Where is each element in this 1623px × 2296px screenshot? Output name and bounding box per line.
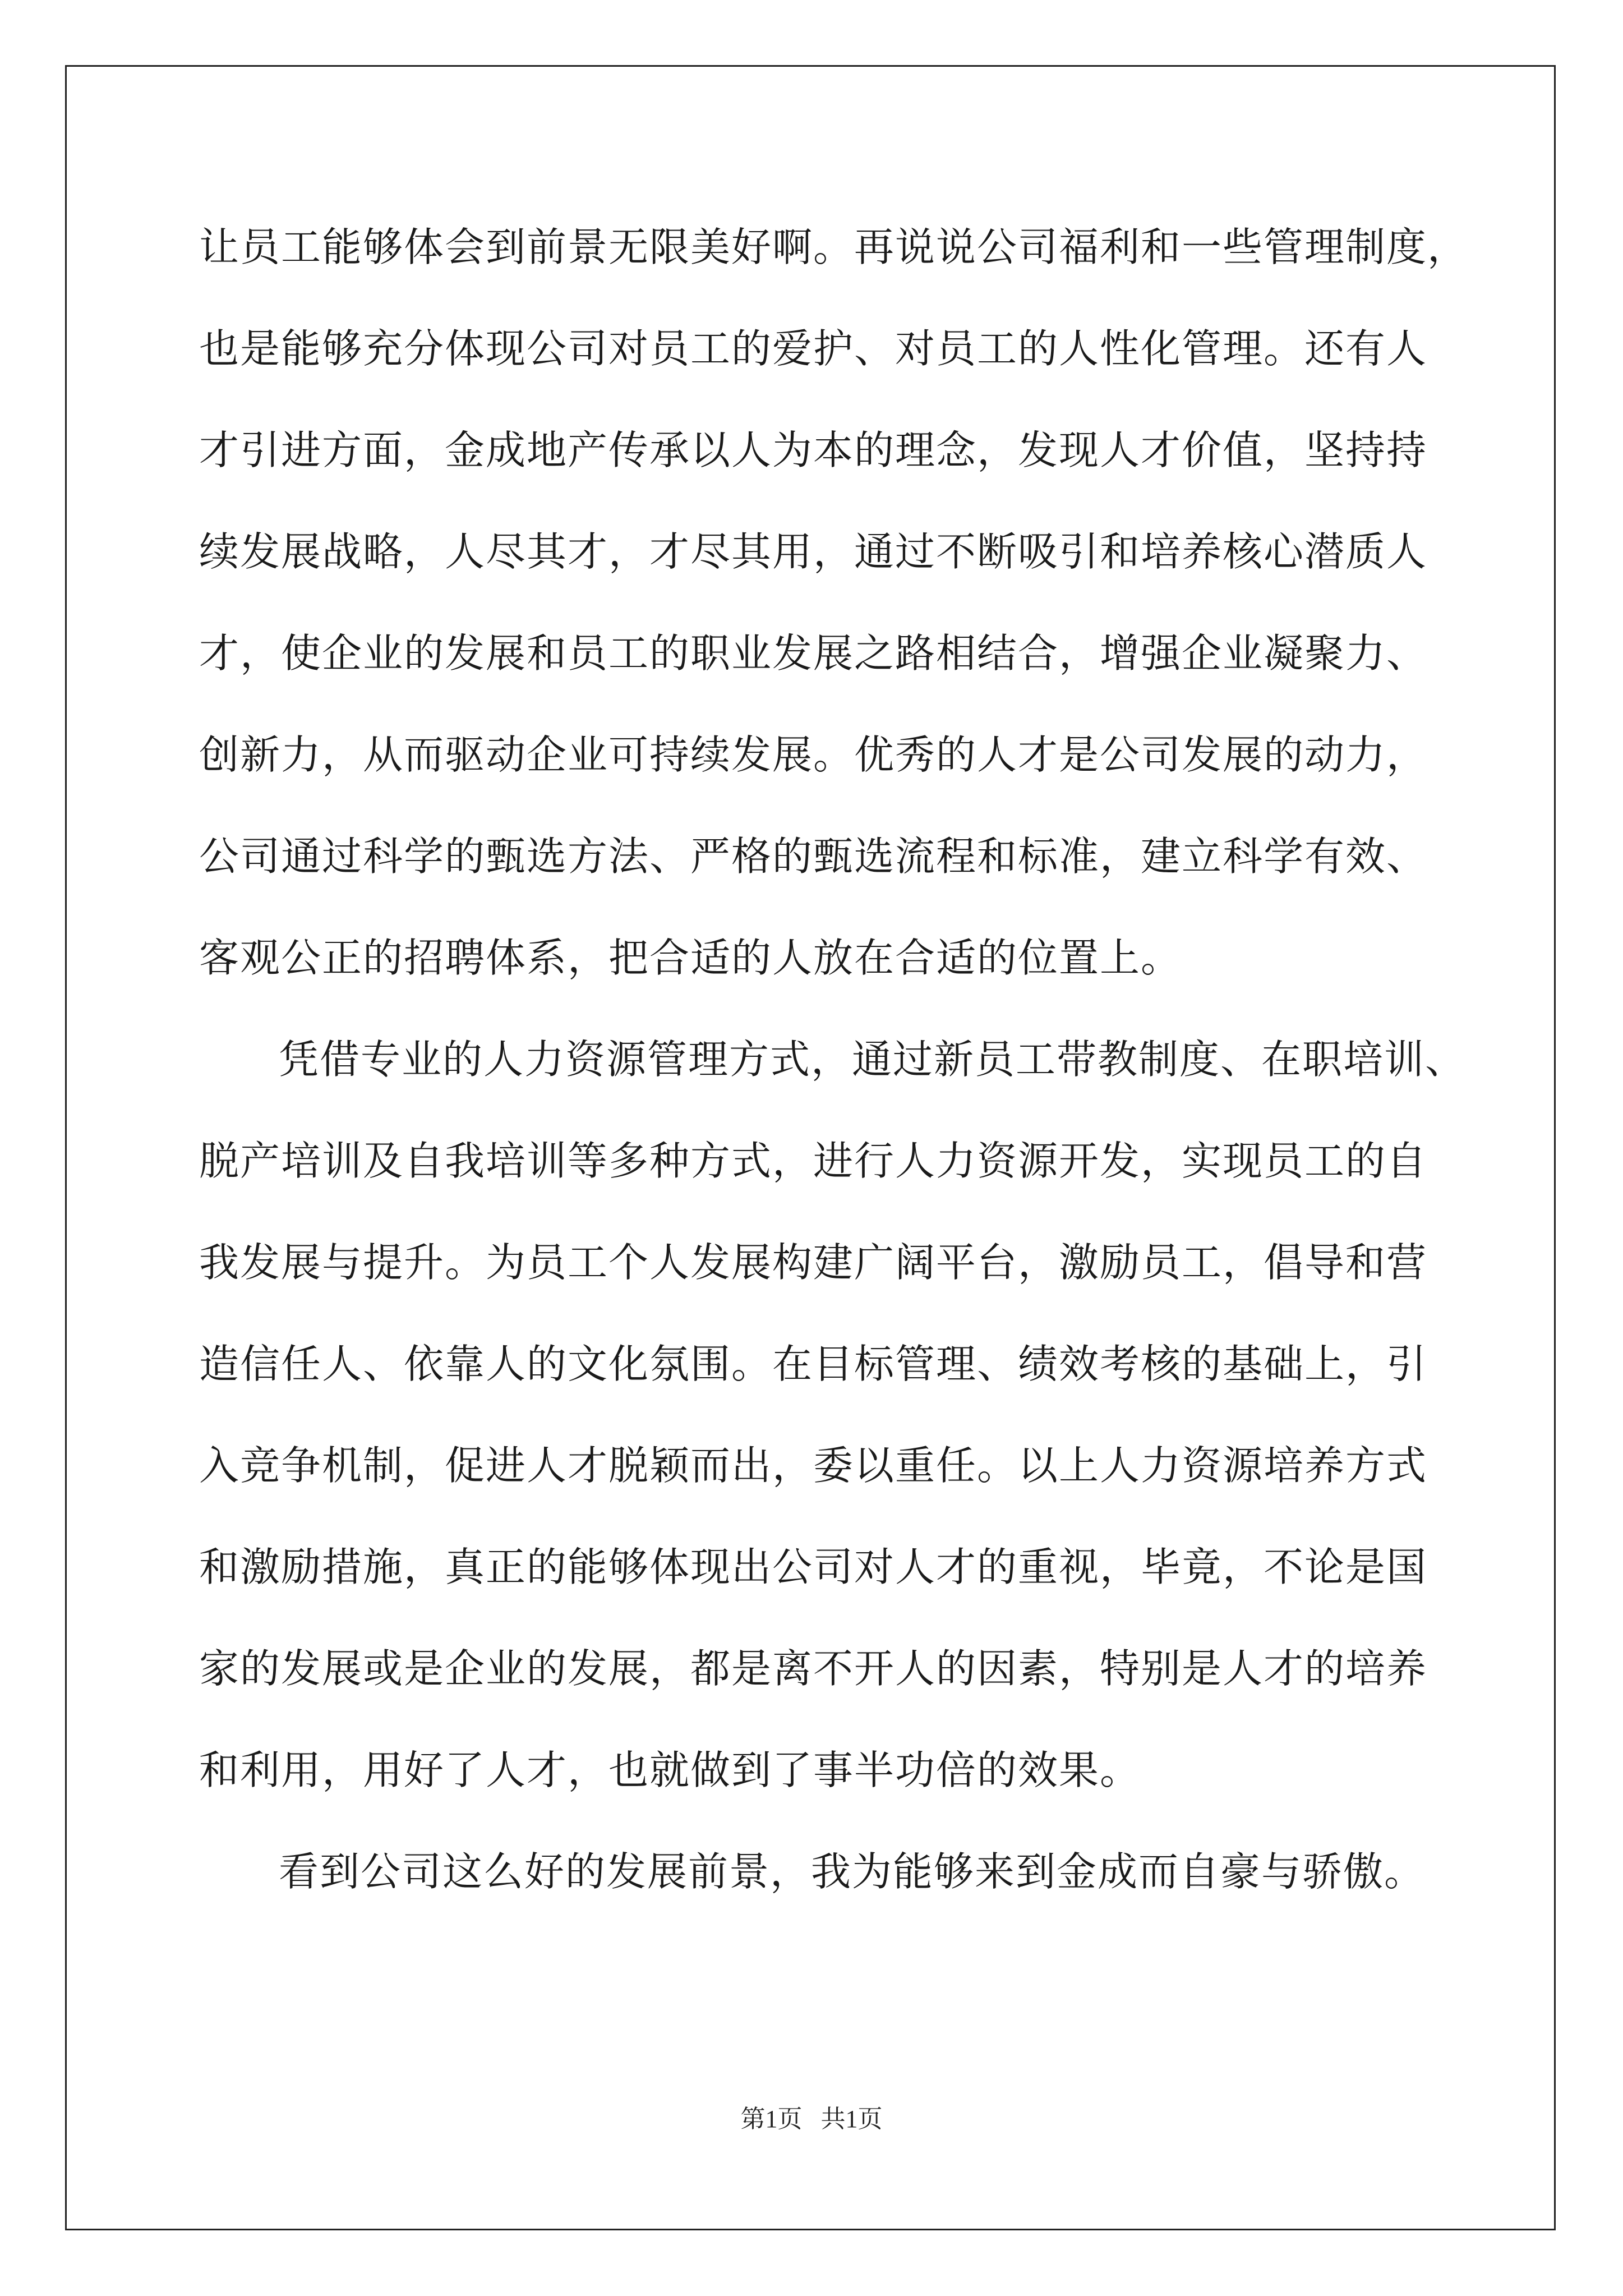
text-line: 公司通过科学的甄选方法、严格的甄选流程和标准，建立科学有效、	[199, 833, 1428, 880]
document-body	[199, 196, 1469, 1922]
text-line: 造信任人、依靠人的文化氛围。在目标管理、绩效考核的基础上，引	[199, 1341, 1428, 1387]
text-line: 脱产培训及自我培训等多种方式，进行人力资源开发，实现员工的自	[199, 1138, 1428, 1184]
text-line: 客观公正的招聘体系，把合适的人放在合适的位置上。	[199, 935, 1182, 981]
text-line: 看到公司这么好的发展前景，我为能够来到金成而自豪与骄傲。	[279, 1848, 1426, 1895]
paragraph-1	[199, 196, 1469, 1009]
paragraph-3	[199, 1821, 1450, 1922]
text-line: 也是能够充分体现公司对员工的爱护、对员工的人性化管理。还有人	[199, 325, 1428, 372]
page-total: 共1页	[820, 2105, 883, 2133]
text-line: 创新力，从而驱动企业可持续发展。优秀的人才是公司发展的动力，	[199, 731, 1428, 778]
paragraph-2	[199, 1009, 1467, 1821]
text-line: 和激励措施，真正的能够体现出公司对人才的重视，毕竟，不论是国	[199, 1544, 1428, 1590]
text-line: 续发展战略，人尽其才，才尽其用，通过不断吸引和培养核心潜质人	[199, 528, 1428, 575]
text-line: 入竞争机制，促进人才脱颖而出，委以重任。以上人力资源培养方式	[199, 1442, 1428, 1489]
text-line: 才，使企业的发展和员工的职业发展之路相结合，增强企业凝聚力、	[199, 630, 1428, 677]
text-line: 家的发展或是企业的发展，都是离不开人的因素，特别是人才的培养	[199, 1645, 1428, 1692]
text-line: 和利用，用好了人才，也就做到了事半功倍的效果。	[199, 1747, 1141, 1793]
text-line: 让员工能够体会到前景无限美好啊。再说说公司福利和一些管理制度，	[199, 224, 1469, 270]
page-footer	[0, 2102, 1623, 2136]
text-line: 凭借专业的人力资源管理方式，通过新员工带教制度、在职培训、	[279, 1036, 1467, 1083]
page-number: 第1页	[740, 2105, 803, 2133]
text-line: 才引进方面，金成地产传承以人为本的理念，发现人才价值，坚持持	[199, 427, 1428, 473]
text-line: 我发展与提升。为员工个人发展构建广阔平台，激励员工，倡导和营	[199, 1239, 1428, 1286]
